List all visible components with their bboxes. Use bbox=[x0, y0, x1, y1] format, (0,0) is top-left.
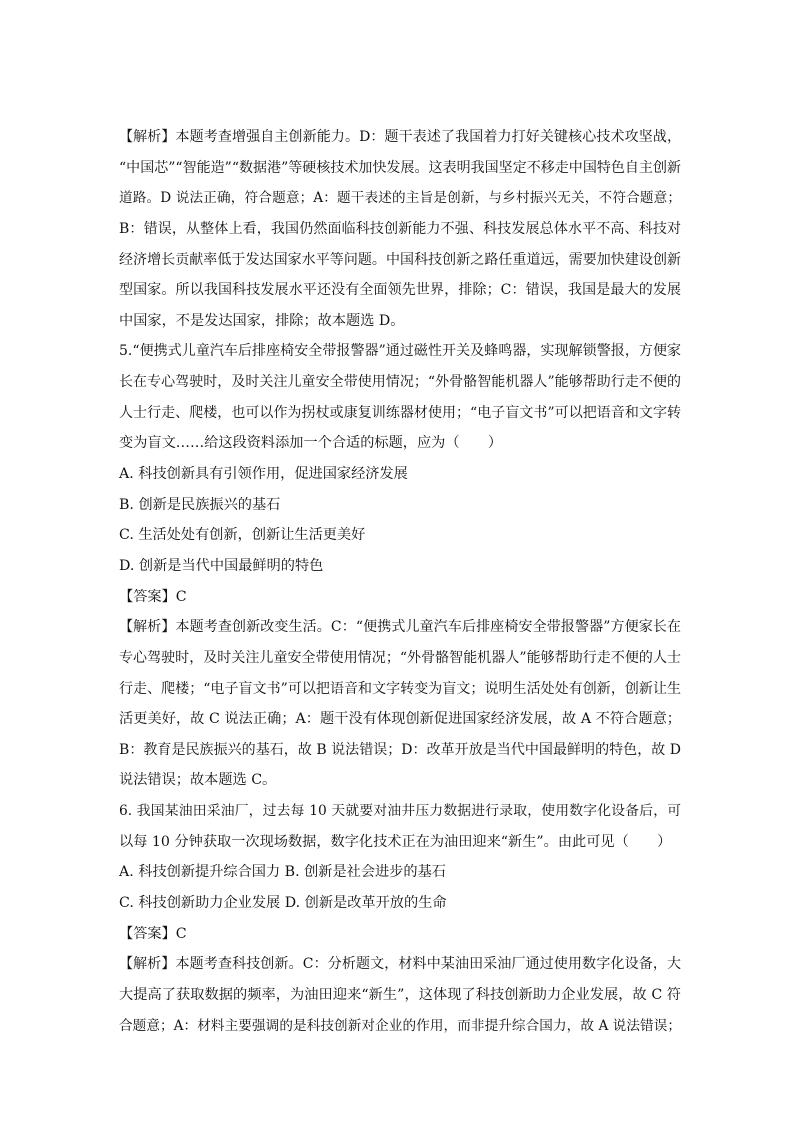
question-5-line: 人士行走、爬楼，也可以作为拐杖或康复训练器材使用；“电子盲文书”可以把语音和文字转 bbox=[119, 404, 681, 421]
text-line: 经济增长贡献率低于发达国家水平等问题。中国科技创新之路任重道远，需要加快建设创新 bbox=[119, 251, 681, 268]
option-a: A. 科技创新具有引领作用，促进国家经济发展 bbox=[119, 466, 408, 483]
text-line: 中国家，不是发达国家，排除；故本题选 D。 bbox=[119, 312, 405, 329]
analysis-line: 说法错误；故本题选 C。 bbox=[119, 772, 277, 789]
options-cd: C. 科技创新助力企业发展 D. 创新是改革开放的生命 bbox=[119, 895, 447, 912]
text-line: “中国芯”“智能造”“数据港”等硬核技术加快发展。这表明我国坚定不移走中国特色自主创新 bbox=[119, 159, 681, 176]
text-line: 【解析】本题考查增强自主创新能力。D：题干表述了我国着力打好关键核心技术攻坚战， bbox=[119, 129, 681, 145]
text-line: B：错误，从整体上看，我国仍然面临科技创新能力不强、科技发展总体水平不高、科技对 bbox=[119, 220, 681, 237]
text-line: 道路。D 说法正确，符合题意；A：题干表述的主旨是创新，与乡村振兴无关，不符合题意； bbox=[119, 190, 681, 207]
analysis-line: B：教育是民族振兴的基石，故 B 说法错误；D：改革开放是当代中国最鲜明的特色，故 D bbox=[119, 741, 681, 758]
analysis-line: 专心驾驶时，及时关注儿童安全带使用情况；“外骨骼智能机器人”能够帮助行走不便的人士 bbox=[119, 649, 681, 666]
analysis-line: 【解析】本题考查科技创新。C：分析题文，材料中某油田采油厂通过使用数字化设备，大 bbox=[119, 956, 681, 973]
question-5-line: 长在专心驾驶时，及时关注儿童安全带使用情况；“外骨骼智能机器人”能够帮助行走不便的 bbox=[119, 374, 681, 391]
analysis-line: 【解析】本题考查创新改变生活。C：“便携式儿童汽车后排座椅安全带报警器”方便家长在 bbox=[119, 619, 681, 636]
answer-label: 【答案】C bbox=[119, 588, 187, 605]
text-line: 型国家。所以我国科技发展水平还没有全面领先世界，排除；C：错误，我国是最大的发展 bbox=[119, 282, 681, 299]
option-d: D. 创新是当代中国最鲜明的特色 bbox=[119, 557, 324, 574]
document-page bbox=[119, 122, 681, 1041]
question-5-line: 变为盲文……给这段资料添加一个合适的标题，应为（ ） bbox=[119, 435, 503, 452]
answer-label: 【答案】C bbox=[119, 925, 187, 942]
question-5-line: 5.“便携式儿童汽车后排座椅安全带报警器”通过磁性开关及蜂鸣器，实现解锁警报，方便家 bbox=[119, 343, 681, 360]
analysis-line: 大提高了获取数据的频率，为油田迎来“新生”，这体现了科技创新助力企业发展，故 C 符 bbox=[119, 986, 681, 1003]
option-b: B. 创新是民族振兴的基石 bbox=[119, 496, 281, 513]
analysis-line: 合题意；A：材料主要强调的是科技创新对企业的作用，而非提升综合国力，故 A 说法错误； bbox=[119, 1017, 681, 1034]
option-c: C. 生活处处有创新，创新让生活更美好 bbox=[119, 527, 366, 544]
question-6-line: 6. 我国某油田采油厂，过去每 10 天就要对油井压力数据进行录取，使用数字化设备后，可 bbox=[119, 803, 681, 820]
question-6-line: 以每 10 分钟获取一次现场数据，数字化技术正在为油田迎来“新生”。由此可见（ ） bbox=[119, 833, 672, 850]
analysis-line: 行走、爬楼；“电子盲文书”可以把语音和文字转变为盲文；说明生活处处有创新，创新让生 bbox=[119, 680, 681, 697]
analysis-line: 活更美好，故 C 说法正确；A：题干没有体现创新促进国家经济发展，故 A 不符合题意； bbox=[119, 711, 681, 728]
options-ab: A. 科技创新提升综合国力 B. 创新是社会进步的基石 bbox=[119, 864, 446, 881]
